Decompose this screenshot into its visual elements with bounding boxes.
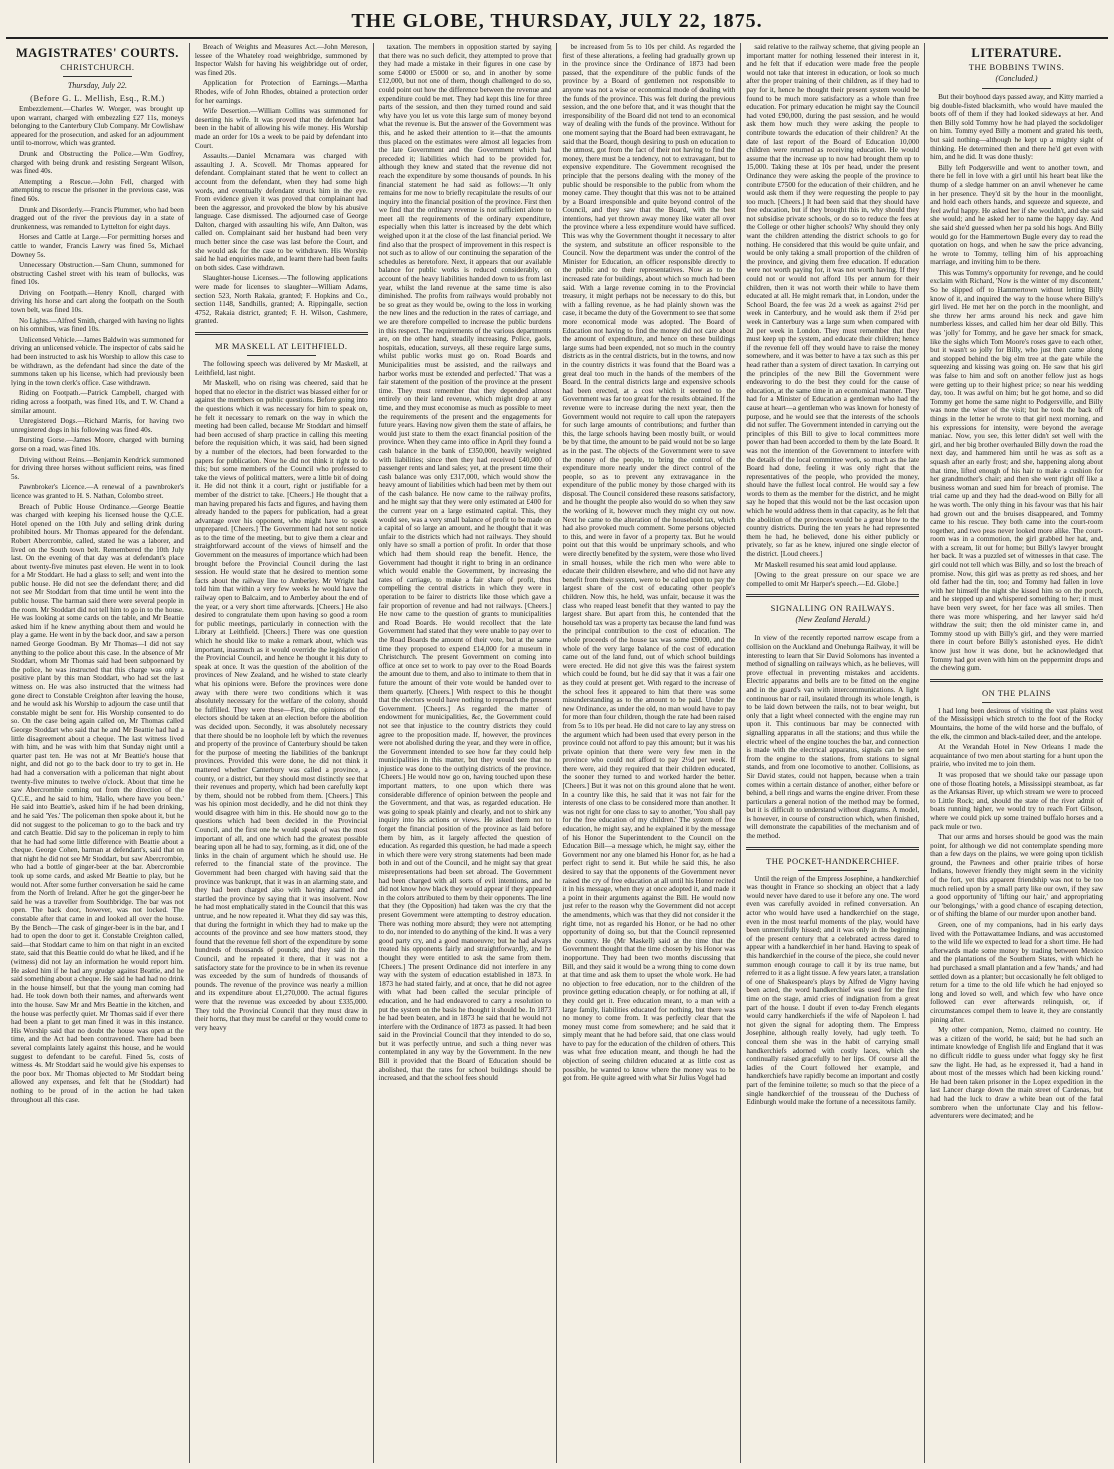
speech-paragraph: taxation. The members in opposition started by saying that there was no such deficit, they attempted to prove that they had made a mistake in their figures in one case by some £4000 or £5000 or so, and in another by some £12,000, but not one of them, though challenged to do so, could point out how the difference between the revenue and expenditure could be met. They had kept this line for three parts of the session, and then they turned round and said why have you let us vote this large sum of money beyond what the revenue is. But the answer of the Government was this, and he asked their attention to it—that the amounts thus placed on the estimates were almost all legacies from the late Government and the Government which had preceded it; liabilities which had to be provided for, although they knew and stated that the revenue did not reach the expenditure by some thousands of pounds. In his financial statement he had said as follows:—'It only remains for me now to briefly recapitulate the results of our inquiry into the financial position of the province. First then we find that the ordinary revenue is not sufficient alone to meet all the requirements of the ordinary expenditure, especially when this latter is increased by the debt which weighed upon it at the close of the last financial period. We find also that the prospect of improvement in this respect is not such as to allow of our continuing the separation of the schedules as heretofore. Next, it appears that our available balance for public works is reduced considerably, on account of the heavy liabilities handed down to us from last year, whilst the land revenue at the same time is also diminished. The profits from railways would probably not be so great as they would be, owing to the loss in working the new lines and the reduction in the rates of carriage, and we are therefore compelled to increase the public burdens in this respect. The requirements of the various departments are, on the other hand, steadily increasing. Police, gaols, hospitals, education, surveys, all these require large sums, whilst public works must go on. Road Boards and Municipalities must be assisted, and the railways and harbor works must be extended and perfected.' That was a fair statement of the position of the province at the present time. They must remember that they depended almost entirely on their land revenue, which might drop at any time, and they must economise as much as possible to meet the requirements of the present and the engagements for future years. Having now given them the state of affairs, he would just state to them the exact financial position of the province. When they came into office in April they found a cash balance in the bank of £350,000, heavily weighted with liabilities; since then they had received £40,000 of passenger rents and land sales; yet, at the present time their cash balance was only £317,000, which would show the heavy amount of liabilities which had been met by them out of the cash balance. He now came to the railway profits, and he might say that they were only estimated at £400 for the current year on a large estimated capital. This, they would see, was a very small balance of profit to be made on a capital of so large an amount, and he thought that it was unfair to the districts which had not railways. They should only have so small a portion of profit. In order that those which had them should reap the benefit. Hence, the Government had thought it right to bring in an ordinance which would enable the Government, by increasing the rates of carriage, to make a fair share of profit, thus compelling the central districts in which they were in operation to be fairer to districts like those which gave a fair proportion of revenue and had not railways. [Cheers.] He now came to the question of grants to municipalities and Road Boards. He would recollect that the late Government had stated that they were unable to pay over to the Road Boards the amount of their vote, but at the same time they proposed to expend £14,000 for a museum in Christchurch. The present Government on coming into office at once set to work to pay over to the Road Boards the amount due to them, and also to intimate to them that in future the amount of their vote would be handed over to them quarterly. [Cheers.] With respect to this he thought that the electors would have nothing to reproach the present Government. [Cheers.] As regarded the matter of endowment for municipalities, &c, the Government could not see that injustice to the country districts they could agree to the proposition made. If, however, the provinces were not abolished during the year, and they were in office, the Government intended to see how far they could help municipalities in this matter, but they would see that no injustice was done to the outlying districts of the province. [Cheers.] He would now go on, having touched upon these important matters, to one upon which there was considerable difference of opinion between the people and the Government, and that was, as regarded education. He was going to speak plainly and clearly, and not to shirk any inquiry into his actions or views. He asked them not to forget the financial position of the province as laid before them by him, as it largely affected the question of education. As regarded this question, he had made a speech in which there were very strong statements had been made both in and out of the Council, and he might say that great misrepresentations had been set abroad. The Government had been charged with all sorts of evil intentions, and he did not know how black they would appear if they appeared in the colors attributed to them by their opponents. The line that they (the Opposition) had taken was the cry that the present Government were attempting to destroy education. There was nothing more absurd; they were not attempting to do, nor intended to do anything of the kind. It was a very good party cry, and a good manoeuvre; but he had always treated his opponents fairly and straightforwardly, and he thought they were entitled to ask the same from them. [Cheers.] The present Ordinance did not interfere in any way with the system of education established in 1873. In 1873 he had stated fairly, and at once, that he did not agree with what had been called the secular principle of education, and he had endeavored to carry a resolution to put the system on the basis he thought it should be. In 1873 he had been beaten, and in 1873 he said that he would not interfere with the Ordinance of 1873 as passed. It had been said in the Provincial Council that they intended to do so, but it was perfectly untrue, and such a thing never was contemplated in any way by the Government. In the new Bill it provided that the Board of Education should be abolished, that the rates for school buildings should be increased, and that the school fees should (378, 43, 552, 1083)
column-3 (374, 43, 558, 1463)
plains-paragraph: I had long been desirous of visiting the vast plains west of the Mississippi which stretch to the foot of the Rocky Mountains, the home of the wild horse and the buffalo, of the elk, the cimmon and black-tailed deer, and the antelope. (930, 706, 1103, 741)
divider (746, 594, 919, 597)
plains-paragraph: Green, one of my companions, had in his early days lived with the Pottawattamee Indians, and was accustomed to the wild life we expected to lead for a short time. He had afterwards made some money by trading between Mexico and the plantations of the Southern States, with which he had purchased a small plantation and a few 'hands,' and had settled down as a planter; but occasionally he felt obliged to return for a time to the old life which he had enjoyed so long and loved so well, and which few who have once followed can ever afterwards relinquish, or, if circumstances compel them to leave it, they are constantly pining after. (930, 921, 1103, 1024)
column-2 (190, 43, 374, 1463)
signalling-source: (New Zealand Herald.) (795, 615, 870, 625)
story-paragraph: This was Tommy's opportunity for revenge, and he could exclaim with Richard, 'Now is the winter of my discontent.' So he slipped off to Hammertown without letting Billy know of it, and inquired the way to the house where Billy's girl lived. He met her on the porch in the moonlight, and she threw her arms around his neck and gave him numberless kisses, and called him her dear old Billy. This was 'jolly' for Tommy, and he gave her smack for smack, like the sighs which Tom Moore's roses gave to each other, but it wasn't so jolly for Billy, who just then came along and stopped behind the big elm tree at the gate while the squeezing and kissing was going on. He saw that his girl was false to him and soft on another fellow just as hogs were getting up to their highest price; so near his wedding day, too. It was awful on him; but he got home, and so did Tommy get home the same night to Podgersville, and Billy was none the wiser of the visit; but he took the back off things in the letter he wrote to that girl next morning, and his expressions for intensity, were beyond the average maniac. Now, you see, this letter didn't set well with the girl, and her big brother overhauled Billy down the road the next day, and hammered him until he was as soft as a squash after an early frost; and she, happening along about that time, lifted enough of his hair to make a cushion for her grandmother's chair; and then she went right off like a business woman and sued him for breach of promise. The trial came up and they had the dead-wood on Billy for all he was worth. The only thing in his favour was that his hair had grown out and the bruises disappeared, and Tommy came to his rescue. They both came into the court-room together, and two peas never looked more alike. The court-room was in a commotion, the girl grabbed her hat, and, with a scream, lit out for home; but Billy's lawyer brought her back. It was a puzzled set of witnesses in that case. The girl could not tell which was Billy, and so lost the breach of promise. Now, this girl was as pretty as red shoes, and her old father had the tin, too; and Tommy had fallen in love with her himself the night she kissed him so on the porch, and he stepped up and whispered something to her; it must have been very sweet, for her face was all smiles. Then there was more whispering, and her lawyer said he'd withdraw the suit; then the old minister came in, and Tommy stood up with Billy's girl, and they were married there in court before Billy's astonished eyes. He didn't know just how it was done, but he acknowledged that Tommy had got even with him on the peppermint drops and the chewing gum. (930, 268, 1103, 673)
court-paragraph: Application for Protection of Earnings.—Martha Rhodes, wife of John Rhodes, obtained a protection order for her earnings. (194, 79, 368, 105)
court-paragraph: Drunk and Obstructing the Police.—Wm Godfrey, charged with being drunk and resisting Sergeant Wilson, was fined 40s. (11, 149, 184, 176)
speech-paragraph: said relative to the railway scheme, that giving people an important matter for nothing lessened their interest in it, and he felt that if education were made free the people would not take that interest in education, or look so much after the proper training of their children, as if they had to pay for it, hence he thought their present system would be found to be much more satisfactory as a whole than free education. For primary education he might say the Council had voted £90,000, during the past session, and he would ask them how much they were asking the people to contribute towards the education of their children? At the date of last report of the Board of Education 10,000 children were returned as receiving education. He would assume that the increase up to now had brought them up to 15,000. Taking these at 10s per head, under the present Ordinance they were asking the people of the province to contribute £7500 for the education of their children, and he would ask them if they were requesting the people to pay too much. [Cheers.] It had been said that they should have free education, but if they brought this in, why should they not subsidise private schools, or do so to reduce the fees at the College or other higher schools? Why should they only want the children attending the district schools to go for nothing. He considered that this would be quite unfair, and would be only taking a small proportion of the children of the province, and giving them free education. If education were not worth paying for, it was not worth having. If they could not or would not afford 10s per annum for their children, then it was not worth their while to have them educated at all. He might remark that, in London, under the School Board, the fee was 2d a week as against 2½d per week in Canterbury, and he would ask them if 2½d per week in Canterbury was a large sum when compared with 2d per week in London. They must remember that they must keep up the system, and educate their children; hence if the revenue fell off they would have to raise the money somewhere, and it was better to have a tax such as this per head rather than a system of direct taxation. In carrying out the principles of the new Bill the Government were endeavoring to do the best they could for the cause of education, at the same time in an economical manner. They had for a Minister of Education a gentleman who had the cause at heart—a gentleman who was known for honesty of purpose, and he would see that the interests of the schools did not suffer. The Government intended in carrying out the principles of this Bill to give to local committees more power than had been accorded to them by the late Board. It was not the intention of the Government to interfere with the details of the local committee work, so much as the late Board had done, feeling it was only right that the representatives of the people, who provided the money, should have the fullest local control. He would say a few words to them as the member for the district, and he might say he hoped that this would not be the last occasion upon which he would address them in that capacity, as he felt that the abolition of the provinces would be a great blow to the country districts. During the ten years he had represented them he had, he believed, done his either publicly or privately, so far as he knew, injured one single elector of the district. [Loud cheers.] (746, 43, 920, 559)
speech-paragraph: Mr Maskell, who on rising was cheered, said that he hoped that no elector in the district was biassed either for or against the members on public questions. Before going into the questions which it was necessary for him to speak on, he felt it necessary to remark on the way in which the meeting had been called, because Mr Stoddart and himself had been accused of sharp practice in calling this meeting before the requisition which, it was said, had been signed by a number of the electors, had been forwarded to the papers for publication. Now he did not think it right to do this; but some members of the Council who professed to take the views of political matters, were a little bit of doing it. He did not think it a court, right or justifiable for a member of the district to take. [Cheers.] He thought that a man having prepared his facts and figures, and having them already handed to the papers for publication, had a great advantage over his opponent, who might have to speak unprepared. [Cheers.] The Government had not sent notice as to the time of the meeting, but to give them a clear and straightforward account of the views of himself and the Government on the measures of importance which had been brought before the Provincial Council during the last session. He would state that he desired to mention some facts about the railway line to Amberley. Mr Wright had told him that within a very few weeks he would have the railway open to Balcairn, and to Amberley about the end of the year, or a very short time afterwards. [Cheers.] He also desired to congratulate them upon having so good a room for public meetings, particularly in connection with the Library at Leithfield. [Cheers.] There was one question which he should like to make a remark about, which was important, inasmuch as it would override the legislation of the Provincial Council, and hence he thought it his duty to speak at once. It was the question of the abolition of the provinces of New Zealand, and he wished to state clearly what his opinions were. Before the provinces were done away with there were two conditions which it was absolutely necessary for the welfare of the colony, should be fulfilled. They were these—First, the opinions of the electors should be taken at an election before the abolition was decided upon. Secondly, it was absolutely necessary that there should be no loophole left by which the revenues and property of the province of Canterbury should be taken for the purpose of meeting the liabilities of the bankrupt provinces. Provided this were done, he did not think it mattered whether Canterbury was called a province, a county, or a district, but they should most distinctly see that their revenues and property, which had been carefully kept by them, should not be robbed from them. [Cheers.] This was his opinion most decidedly, and he did not think they would disagree with him in this. He should now go to the questions which had been decided in the Provincial Council, and the first one he would speak of was the most important of all, and one which had the greatest possible bearing upon all he had to say, forming, as it did, one of the links in the chain of argument which he should use. He referred to the financial state of the province. The Government had been charged with having said that the province was bankrupt, that it was in an alarming state, and they had been charged also with having alarmed and startled the province by saying that it was insolvent. Now he had most emphatically stated in the Council that this was untrue, and he now repeated it. What they did say was this, that during the fortnight in which they had to make up the accounts of the province and see how matters stood, they found that the revenue fell short of the expenditure by some hundreds of thousands of pounds; and they said in the Council, and he repeated it there, that it was not a satisfactory state for the province to be in when its revenue was exceeded by the sum of hundreds of thousands of pounds. The revenue of the province was nearly a million and its expenditure about £1,270,000. The actual figures were that the revenue was exceeded by about £335,000. They told the Provincial Council that they must draw in their horns, that they must be careful or they would come to very heavy (194, 379, 368, 1032)
bobbins-twins-heading: THE BOBBINS TWINS. (968, 62, 1065, 72)
plains-paragraph: That our arms and horses should be good was the main point, for although we did not contemplate spending more than a few days on the plains, we were going upon ticklish ground, the Pawnees and other prairie tribes of horse Indians, however friendly they might seem in the vicinity of the fort, yet this apparent friendship was not to be too much relied upon by a small party like our own, if they saw a good opportunity of 'lifting our hair,' and appropriating our 'belongings,' with a good chance of escaping detection, or of shifting the blame of our murder upon another band. (930, 833, 1103, 919)
court-paragraph: No Lights.—Alfred Smith, charged with having no lights on his omnibus, was fined 10s. (11, 316, 184, 334)
divider (930, 679, 1103, 682)
court-paragraph: Unregistered Dogs.—Richard Marris, for having two unregistered dogs in his following was fined 40s. (11, 417, 184, 434)
divider (798, 629, 867, 630)
court-paragraph: Driving on Footpath.—Henry Knoll, charged with driving his horse and cart along the footpath on the South town belt, was fined 10s. (11, 288, 184, 315)
speech-paragraph: Mr Maskell resumed his seat amid loud applause. (754, 560, 897, 569)
masthead: THE GLOBE, THURSDAY, JULY 22, 1875. (6, 6, 1108, 39)
story-paragraph: Billy left Podgersville and went to another town, and there he fell in love with a girl until his heart beat like the thump of a sledge hammer on an anvil whenever he came in her presence. They'd sit by the hour in the moonlight, and hold each others hands, and squeeze and squeeze, and feel awful happy. He asked her if she wouldn't, and she said she would; and he asked her to name the happy day. And she said she'd guessed when her pa sold his hogs. And Billy would go for the Hammertown Bugle every day to read the quotation on hogs, and when he saw the price advancing, he wrote to Tommy, telling him of his approaching marriage, and inviting him to be there. (930, 163, 1103, 267)
court-paragraph: Drunk and Disorderly.—Francis Plummer, who had been dragged out of the river the previous day in a state of drunkenness, was remanded to Lyttelton for eight days. (11, 205, 184, 231)
court-paragraph: Horses and Cattle at Large.—For permitting horses and cattle to wander, Francis Lawry was fined 5s, Michael Downey 5s. (11, 233, 184, 259)
divider (63, 76, 132, 77)
speech-paragraph: The following speech was delivered by Mr Maskell, at Leithfield, last night. (194, 360, 368, 377)
columns (6, 43, 1108, 1463)
divider (982, 702, 1051, 703)
plains-paragraph: It was proposed that we should take our passage upon one of those floating hotels, a Mississippi steamboat, as far as the Arkansas River, up which stream we were to proceed to Little Rock; and, should the state of the river admit of boats running higher, we would try to reach Fort Gibson, where we could pick up some trained buffalo horses and a pack mule or two. (930, 770, 1103, 831)
divider (195, 332, 368, 335)
column-1 (6, 43, 190, 1463)
dateline: Thursday, July 22. (67, 81, 127, 90)
speech-paragraph: be increased from 5s to 10s per child. As regarded the first of these alterations, a feeling had gradually grown up in the province since the Ordinance of 1873 had been passed, that the expenditure of the public funds of the province by a Board of gentlemen not responsible to anyone was not a wise or economical mode of dealing with the funds of the province. This was felt during the previous session, and the one before that, and it was thought that the irresponsibility of the Board did not tend to an economical way of dealing with the funds of the province. Without for one moment saying that the Board had been extravagant, he said that the Board, though desiring to push on education to the utmost, got from the fact of their not having to find the money, there must be a tendency, not to extravagant, but to expensive expenditure. The Government recognised the principle that the persons dealing with the money of the public should be responsible to the public from whom the money came. They thought that this was not to be attained by a Board irresponsible and quite beyond control of the Council, and they saw that the Board, with the best intentions, had yet thrown away money like water all over the province where a less expenditure would have sufficed. This was why the Government thought it necessary to alter the system, and substitute an officer responsible to the Council. Now the department was under the control of the Minister for Education, an officer responsible directly to the public and to their representatives. Now as to the increased rate for buildings, about which so much had been said. With a large revenue coming in to the Provincial treasury, it might perhaps not be necessary to do this, but with a falling revenue, as he had plainly shown was the case, it became the duty of the Government to see that some more economical mode was adopted. The Board of Education not having to find the money did not care about the amount of expenditure, and hence on these buildings large sums had been expended, not so much in the country districts as in the central districts, but in the towns, and now in the country districts it was found that the Board was a great deal too much in the hands of the members of the Board. In the central districts large and expensive schools had been erected, at a cost which it seemed to the Government was far too great for the results obtained. If the revenue were to increase during the next year, then the Government would not require to call upon the ratepayers for such large amounts of contributions; and further than this, the large schools having been mostly built, or would be by that time, the amount to be paid would not be so large as in the past. The objects of the Government were to save the money of the people, to bring the control of the expenditure more nearly under the direct control of the people, so as to prevent any extravagance in the expenditure of the public money by those charged with its disposal. The Council considered these reasons satisfactory, and he thought the people also would do so when they saw the working of it, however much they might cry out now. Next he came to the alteration of the household tax, which had also provoked much comment. Some persons objected to this, and were in favor of a property tax. But he would point out that this would be unprimary schools, and who were directly benefited by the system, were those who lived in small houses, while the rich men who were able to educate their children elsewhere, and who did not have any benefit from their system, were to be called upon to pay the largest share of the cost of educating other people's children. Now this, he held, was unfair, because it was the class who reaped least benefit that they wanted to pay the largest share. But apart from this, he contended that the household tax was a property tax because the land fund was the principal contribution to the cost of education. The whole proceeds of the house tax was some £9000, and the whole of the very large balance of the cost of education came out of the land fund, out of which school buildings were erected. He did not give this was the fairest system which could be found, but he did say that it was a fair one as they could at present get. With regard to the increase of the school fees it appeared to him that there was some misunderstanding as to the amount to be paid. Under the new Ordinance, as under the old, no man would have to pay for more than four children, though the rate had been raised from 5s to 10s per head. He did not care to lay any stress on the argument which had been used that every person in the province could not afford to pay this amount; but it was his private opinion that there were very few men in the province who could not afford to pay 2½d per week. If there were, aid they required that their children educated, the sooner they turned to and worked harder the better. [Cheers.] But it was not on this ground alone that he went. In a country like this, he said that it was not fair for the interests of one class to be considered more than another. It was not right for one class to say to another, 'You shall pay for the free education of my children.' The system of free education, he might say, and he explained it by the message of his Honor the Superintendent to the Council on the Education Bill—a message which, he might say, either the Government nor any one blamed his Honor for, as he had a perfect right to send it. But while he said this, he also desired to say that the opponents of the Government never raised the cry of free education at all until his Honor recited it in his message, when they at once adopted it, and made it a point in their arguments against the Bill. He would now just refer to the reason why the Government did not accept the amendments, which was that they did not consider it the right time, not as regarded his Honor, or he had no other opportunity of doing so, but that the Council represented the country. He (Mr Maskell) said at the time that the Government thought that the time chosen by his Honor was inopportune. They had been two months discussing that Bill, and they said it would be a wrong thing to come down at that time and ask them to upset the whole work. He had no objection to free education, nor to the children of the province getting education cheaply, or for nothing at all, if they could get it. Free education meant, to a man with a large family, liabilities educated for nothing, but there was no money to come from. It was perfectly clear that the money must come from somewhere; and he said that it simply meant that he had before said, that one class would have to pay for the education of the children of others. This was what free education meant, and though he had the objection of seeing children educated at as little cost as possible, he wanted to know where the money was to be got from. He quite agreed with what Sir Julius Vogel had (562, 43, 736, 1083)
court-paragraph: Assaults.—Daniel Mcnamara was charged with assaulting J. A. Scovell. Mr Thomas appeared for defendant. Complainant stated that he went to collect an account from the defendant, when they had some high words, and eventually defendant struck him in the eye. From evidence given it was proved that complainant had been the aggressor, and provoked the blow by his abusive language. Case dismissed. The adjourned case of George Dalton, charged with assaulting his wife, Ann Dalton, was called on. Complainant said her husband had been very much better since the case was last before the Court, and she would ask for the case to be withdrawn. His Worship said he had enquiries made, and learnt there had been faults on both sides. Case withdrawn. (194, 152, 368, 272)
plains-paragraph: At the Verandah Hotel in New Orleans I made the acquaintance of two men about starting for a hunt upon the prairie, who invited me to join them. (930, 743, 1103, 769)
bench: (Before G. L. Mellish, Esq., R.M.) (30, 93, 165, 103)
handkerchief-heading: THE POCKET-HANDKERCHIEF. (766, 855, 900, 866)
christchurch-subheading: CHRISTCHURCH. (60, 62, 135, 72)
court-paragraph: Driving without Reins.—Benjamin Kendrick summoned for driving three horses without sufficient reins, was fined 5s. (11, 455, 184, 481)
column-5 (741, 43, 925, 1463)
signalling-paragraph: In view of the recently reported narrow escape from a collision on the Auckland and Onehunga Railway, it will be interesting to learn that Sir David Solomons has invented a method of signalling on railways which, as he believes, will prove effectual in preventing mistakes and accidents. Electric apparatus and bells are to be fitted on the engine and in the guard's van with intercommunications. A light continuous bar or rail, insulated through its whole length, is to be laid down between the rails, not to bear weight, but only that a light wheel connected with the engine may run upon it. This continuous bar may be connected with signalling apparatus in all the stations; and thus while the electric wheel of the engine touches the bar, and connection is made with the electrical apparatus, signals can be sent from the engine to the stations, from stations to signal stands, and from one locomotive to another. Collisions, as Sir David states, could not happen, because when a train comes within a certain distance of another, either before or behind, a bell rings and warns the engine driver. From these particulars a general notion of the method may be formed, but it is difficult to understand without diagrams. A model, is however, in course of construction which, when finished, will demonstrate the capabilities of the mechanism and of the method. (746, 634, 920, 841)
court-paragraph: Pawnbroker's Licence.—A renewal of a pawnbroker's licence was granted to H. S. Nathan, Colombo street. (11, 483, 184, 500)
court-paragraph: Embezzlement.—Charles W. Worger, was brought up upon warrant, charged with embezzling £27 11s, moneys belonging to the Canterbury Club Company. Mr Cowlishaw appeared for the prosecution, and asked for an adjournment until to-morrow, which was granted. (11, 105, 184, 148)
divider (982, 88, 1051, 89)
column-4 (557, 43, 741, 1463)
court-paragraph: Breach of Weights and Measures Act.—John Mereson, lessee of the Whateley road weighbridge, summoned by Inspector Walsh for having his weighbridge out of order, was fined 20s. (194, 43, 368, 77)
plains-paragraph: My other companion, Nemo, claimed no country. He was a citizen of the world, he said; but he had such an intimate knowledge of English life and England that it was no difficult riddle to guess under what foggy sky he first saw the light. He had, as he expressed it, 'had a hand in about most of the messes which had been kicking round.' He had been taken prisoner in the Lopez expedition in the last Lancer charge down the main street of Cardenas, but had had the luck to draw a white bean out of the fatal sombrero when the unfortunate Clay and his fellow-adventurers were decimated; and he (930, 1026, 1103, 1121)
editor-note: [Owing to the great pressure on our space we are compelled to omit Mr Harper's speech.—Ed. Globe.] (746, 571, 920, 588)
column-6 (925, 43, 1108, 1463)
signalling-heading: SIGNALLING ON RAILWAYS. (770, 603, 895, 614)
literature-heading: LITERATURE. (971, 46, 1062, 60)
court-paragraph: Bursting Gorse.—James Moore, charged with burning gorse on a road, was fined 10s. (11, 436, 184, 453)
magistrates-heading: MAGISTRATES' COURTS. (15, 46, 179, 60)
court-paragraph: Wife Desertion.—William Collins was summoned for deserting his wife. It was proved that the defendant had been in the habit of allowing his wife money. His Worship made an order for 10s a week to be paid by defendant into Court. (194, 107, 368, 150)
story-paragraph: But their boyhood days passed away, and Kitty married a big double-fisted blacksmith, who would have mauled the boots off of them if they had looked sideways at her. And then Billy sold Tommy how he had played the sockdoliger on him. Tommy eyed Billy a moment and grated his teeth, but said nothing—although he kept up a mighty sight of thinking. He determined then and there he'd get even with him, and he did. It was done thusly: (930, 93, 1103, 162)
divider (798, 870, 867, 871)
handkerchief-paragraph: Until the reign of the Empress Josephine, a handkerchief was thought in France so shocking an object that a lady would never have dared to use it before any one. The word even was carefully avoided in refined conversation. An actor who would have used a handkerchief on the stage, even in the most tearful moments of the play, would have been unmercifully hissed; and it was only in the beginning of the present century that a celebrated actress dared to appear with a handkerchief in her hand. Having to speak of this handkerchief in the course of the piece, she could never summon enough courage to call it by its true name, but referred to it as a light tissue. A few years later, a translation of one of Shakespeare's plays by Alfred de Vigny having been acted, the word handkerchief was used for the first time on the stage, amid cries of indignation from a great part of the house. I doubt if even to-day French elegants would carry handkerchiefs if the wife of Napoleon I. had not given the signal for adopting them. The Empress Josephine, although really lovely, had ugly teeth. To conceal them she was in the habit of carrying small handkerchiefs adorned with costly laces, which she continually raised gracefully to her lips. Of course all the ladies of the Court followed her example, and handkerchiefs have rapidly become an important and costly part of the feminine toilette; so much so that the piece of a single handkerchief of the trousseau of the Duchess of Edinburgh would make the fortune of a necessitous family. (746, 874, 920, 1107)
court-paragraph: Slaughter-house Licenses.—The following applications were made for licenses to slaughter—William Adams, section 523, North Rakaia, granted; F. Hopkins and Co., section 1148, Sandhills, granted; A. Rippingalle, section 4752, Rakaia district, granted; F. H. Wilson, Cashmere, granted. (194, 274, 368, 326)
plains-heading: ON THE PLAINS (981, 687, 1052, 698)
court-paragraph: Unlicensed Vehicle.—James Baldwin was summoned for driving an unlicensed vehicle. The inspector of cabs said he had been instructed to ask his Worship to allow this case to be withdrawn, as the defendant had since the date of the summons taken up his license, which had previously been lying in the town clerk's office. Case withdrawn. (11, 335, 184, 387)
divider (247, 355, 316, 356)
court-paragraph: Unnecessary Obstruction.—Sam Chunn, summoned for obstructing Cashel street with his team of bullocks, was fined 10s. (11, 261, 184, 287)
divider (746, 847, 919, 850)
maskell-heading: MR MASKELL AT LEITHFIELD. (215, 341, 348, 351)
court-paragraph: Breach of Public House Ordinance.—George Beattie was charged with keeping his licensed house the Q.C.E. Hotel opened on the 10th July and selling drink during prohibited hours. Mr Thomas appeared for the defendant. Robert Abercrombie, called, stated he was a laborer, and lived on the South town belt. Remembered the 10th July last. On the evening of that day was at defendant's place about twenty-five minutes past eleven. He went in to look for a Mr Stoddart. He had a glass to sell; and went into the public house. He did not see the defendant there; and did not see Mr Stoddart from that time until he went into the public house. The barman said there were several people in the room. Mr Stoddart did not tell him to go in to the house. He was looking at some cards on the table, and Mr Beattie asked him if he knew anything about them and would he play a game. He went in by the back door, and saw a person named George Goodman. By Mr Thomas—I did not say anything to the police about this case. In the absence of Mr Stoddart, whom Mr Thomas said had been subpoenaed by the police, he was instructed that this charge was only a positive plant by this man Stoddart, who had set the last witness on. He was also instructed that the witness had gone direct to Constable Creighton after leaving the house, and he would ask his Worship to adjourn the case until that constable might be sent for. His Worship consented to do so. On the case being again called on, Mr Thomas called George Stoddart who said that he and Mr Beattie had had a little disagreement about a cheque. The last witness lived with him, and he was with him that Sunday night until a quarter past ten. He was not at Mr Beattie's house that night, and did not go to the back door to try to get in. He had had a conversation with a policeman that night about twenty-five minutes to twelve o'clock. About that time he saw Abercrombie coming out from the direction of the Q.C.E., and he said to him, 'Hallo, where have you been.' He said into Beattie's, asked him if he had been drinking, and he said 'Yes.' The policeman then spoke about it, but he did not suggest to the policeman to go to the back and try and catch Beattie. Did say to the policeman in reply to him that he had had some little difference with Beattie about a cheque. George Cohen, barman at defendant's, said that on that night he did not see Mr Stoddart, but saw Abercrombie, who had a bottle of ginger-beer at the bar. Abercrombie took up some cards, and asked Mr Beattie to play, but he would not. After some further conversation he said he came from the North of Ireland. After he got the ginger-beer he said he was a traveller from Southbridge. The bar was not open. The back door, however, was not locked. The constable after that came in and looked all over the house. By the Bench—The cask of ginger-beer is in the bar, and I had to open the door to get it. Constable Creighton called, said—that Stoddart came to him on that night in an excited state, said that this Beattie could do what he liked, and if he (witness) did not lay an information he would report him. He asked him if he had any grudge against Beattie, and he said something about a cheque. He said he had had no drink in the house himself, but that the young man coming had had. He took down both their names, and afterwards went into the house. Saw Mr and Mrs Beattie in the kitchen, and the house was perfectly quiet. Mr Thomas said if ever there had been a plant to get man fined it was in this instance. His Worship said that no doubt the house was open at the time, and the Act had been contravened. There had been several complaints lately against this house, and he would suggest to defendant to be careful. Fined 5s, costs of witness 4s. Mr Stoddart said he would give his expenses to the poor box. Mr Thomas objected to Mr Stoddart being allowed any expenses, and felt that he (Stoddart) had nothing to be proud of in the action he had taken throughout all this case. (11, 502, 184, 1104)
concluded-label: (Concluded.) (995, 74, 1038, 83)
court-paragraph: Riding on Footpath.—Patrick Campbell, charged with riding across a footpath, was fined 10s, and T. W. Chand a similar amount. (11, 389, 184, 415)
court-paragraph: Attempting a Rescue.—John Fell, charged with attempting to rescue the prisoner in the previous case, was fined 60s. (11, 177, 184, 203)
